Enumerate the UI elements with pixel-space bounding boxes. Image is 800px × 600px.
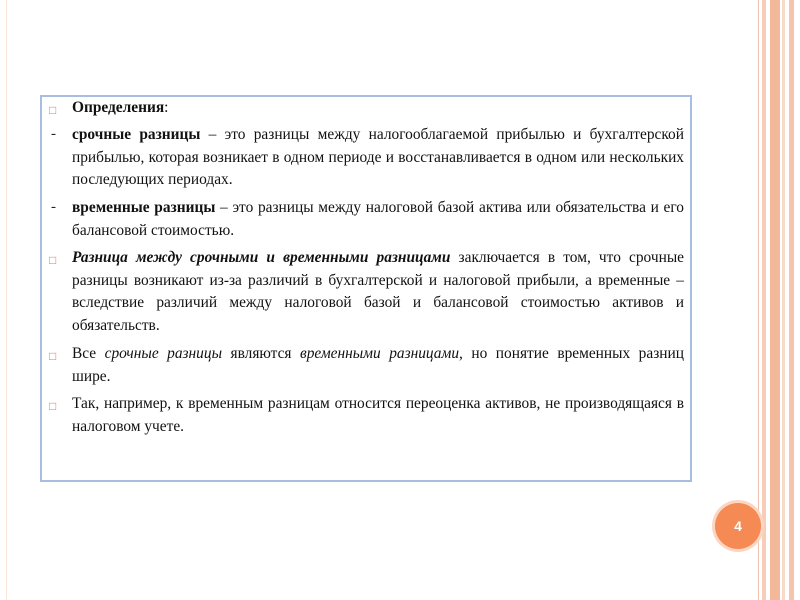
decor-stripe	[789, 0, 794, 600]
decor-stripe	[762, 0, 766, 600]
bullet-icon: □	[49, 349, 57, 363]
bullet-icon: □	[49, 399, 57, 413]
content-box	[40, 95, 692, 482]
item-short-term-differences: срочные разницы – это разницы между налогооблагаемой прибылью и бухгалтерской прибылью, которая возникает в одном периоде и восстанавливается в одном или нескольких последующих периодах.	[72, 126, 684, 188]
item-temporary-differences: временные разницы – это разницы между налоговой базой актива или обязательства и его балансовой стоимостью.	[72, 199, 684, 239]
bullet-icon: □	[49, 253, 57, 267]
decor-stripe	[782, 0, 785, 600]
dash-bullet: -	[51, 199, 56, 215]
page-number-badge: 4	[715, 503, 761, 549]
item-difference-explanation: Разница между срочными и временными разницами заключается в том, что срочные разницы возникают из-за различий в бухгалтерской и налоговой прибыли, а временные – вследствие различий между налоговой базой и балансовой стоимостью активов и обязательств.	[72, 249, 684, 334]
item-example: Так, например, к временным разницам относится переоценка активов, не производящаяся в налоговом учете.	[72, 395, 684, 435]
decor-stripe	[770, 0, 780, 600]
dash-bullet: -	[51, 126, 56, 142]
item-all-short-term: Все срочные разницы являются временными разницами, но понятие временных разниц шире.	[72, 345, 684, 385]
heading: Определения:	[72, 99, 169, 116]
bullet-icon: □	[49, 103, 57, 117]
